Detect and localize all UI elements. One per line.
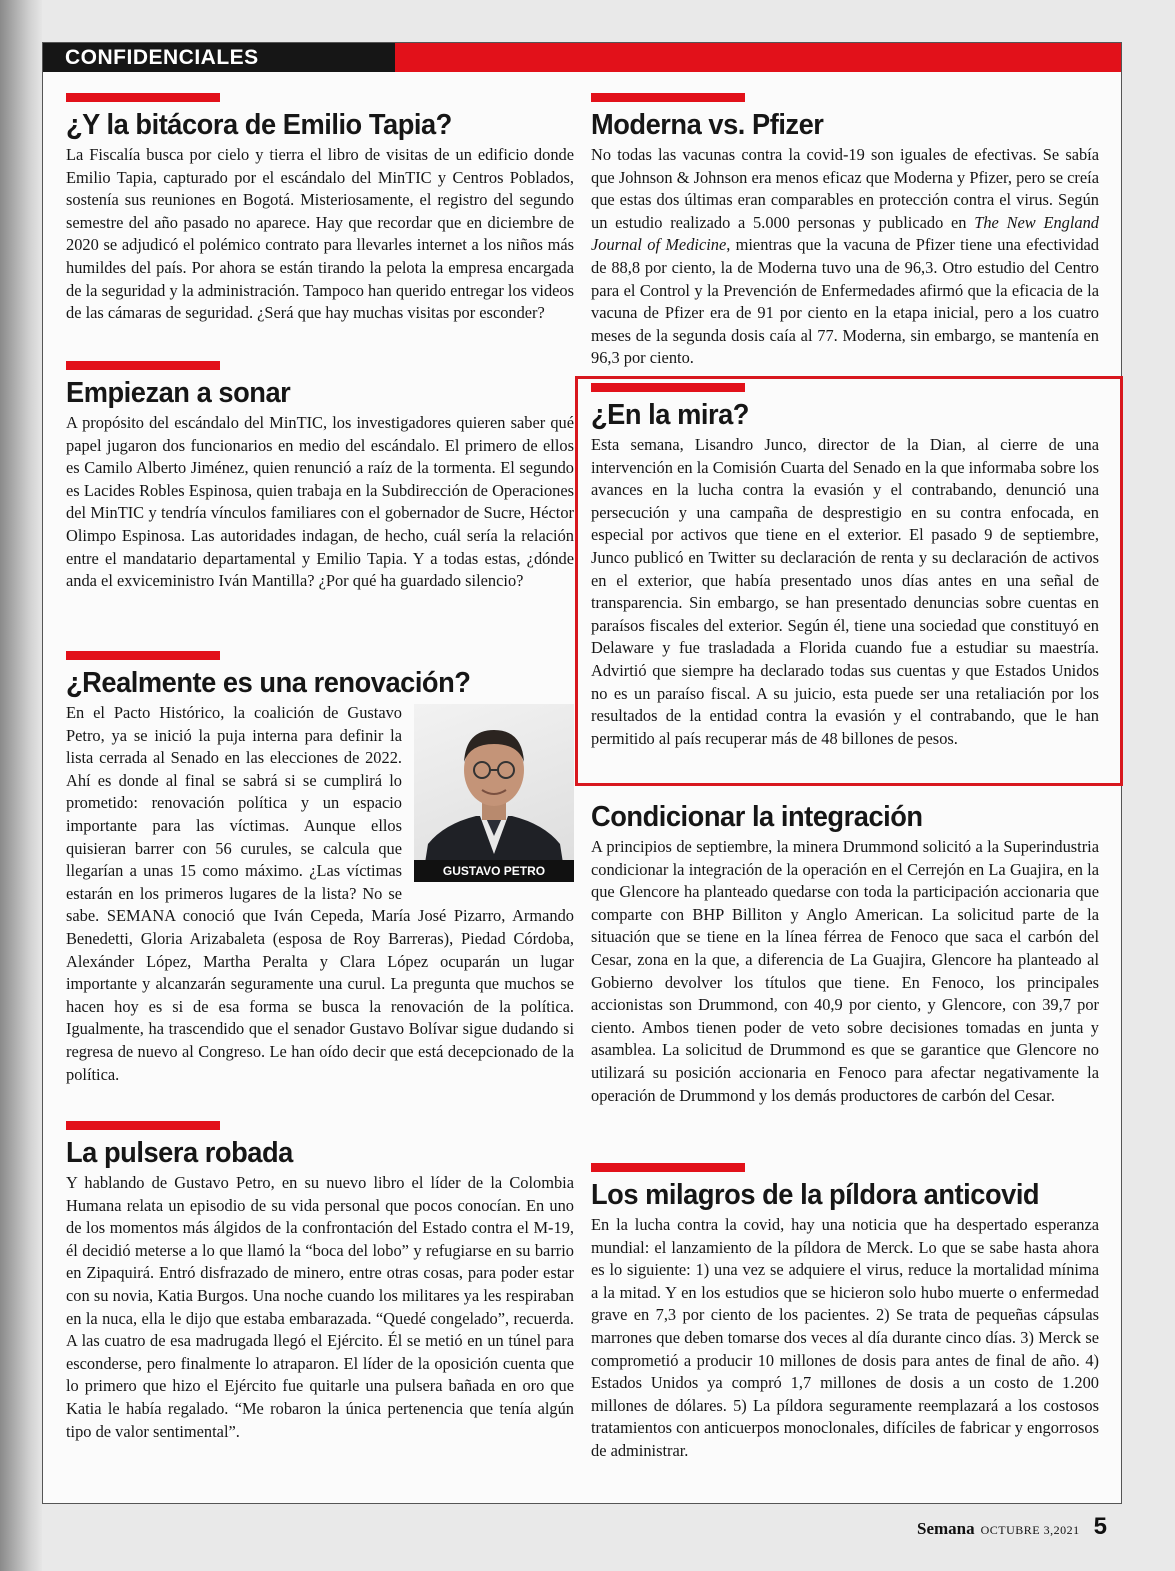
page-number: 5 [1093, 1513, 1107, 1540]
article-title: ¿En la mira? [591, 399, 749, 431]
section-label: CONFIDENCIALES [43, 43, 395, 72]
photo-caption: GUSTAVO PETRO [414, 860, 574, 882]
article-bitacora [66, 93, 574, 325]
red-accent-bar [591, 383, 745, 392]
article-body: A propósito del escándalo del MinTIC, los investigadores quieren saber qué papel jugaron dos funcionarios en medio del escándalo. El primero de ellos es Camilo Alberto Jiménez, quien renunció a raíz de la tormenta. El segundo es Lacides Robles Espinosa, quien trabaja en la Subdirección de Operaciones del MinTIC y tendría vínculos familiares con el gobernador de Sucre, Héctor Olimpo Espinosa. Las autoridades indagan, de hecho, cuál sería la relación entre el mandatario departamental y Emilio Tapia. Y a todas estas, ¿dónde anda el exviceministro Iván Mantilla? ¿Por qué ha guardado silencio? [66, 413, 574, 591]
article-en-la-mira [591, 383, 1099, 750]
article-body: Esta semana, Lisandro Junco, director de la Dian, al cierre de una intervención en la Comisión Cuarta del Senado en la que informaba sobre los avances en la lucha contra la evasión y el contrabando, denunció una persecución y una campaña de desprestigio en su contra enfocada, en especial por activos que tiene en el exterior. El pasado 9 de septiembre, Junco publicó en Twitter su declaración de renta y su declaración de activos en el exterior, que había presentado unos días antes en una señal de transparencia. Sin embargo, se han presentado denuncias sobre cuentas en paraísos fiscales del exterior. Según él, tiene una sociedad que constituyó en Delaware y fue trasladada a Florida cuando fue a estudiar su maestría. Advirtió que siempre ha declarado todas sus cuentas y que Estados Unidos no es un paraíso fiscal. A su juicio, esta puede ser una retaliación por los resultados de la entidad contra la evasión y el contrabando, que le han permitido al país recuperar más de 48 billones de pesos. [591, 435, 1099, 748]
red-accent-bar [66, 651, 220, 660]
article-body: En el Pacto Histórico, la coalición de Gustavo Petro, ya se inició la puja interna para definir la lista cerrada al Senado en las elecciones de 2022. Ahí es donde al final se sabrá si se cumplirá lo prometido: renovación política y un espacio importante para las víctimas. Aunque ellos quisieran barrer con 56 curules, se calcula que llegarían a unas 15 como máximo. ¿Las víctimas estarán en los primeros lugares de la lista? No se sabe. SEMANA conoció que Iván Cepeda, María José Pizarro, Armando Benedetti, Gloria Arizabaleta (esposa de Roy Barreras), Piedad Córdoba, Alexánder López, Martha Peralta y Clara López ocuparán un lugar importante y alcanzarán seguramente una curul. La pregunta que muchos se hacen hoy es si de esa forma se busca la renovación de la política. Igualmente, ha trascendido que el senador Gustavo Bolívar sigue dudando si regresa de nuevo al Congreso. Le han oído decir que está decepcionado de la política. [66, 703, 574, 1084]
red-accent-bar [591, 1163, 745, 1172]
article-body: En la lucha contra la covid, hay una noticia que ha despertado esperanza mundial: el lanzamiento de la píldora de Merck. Lo que se sabe hasta ahora es lo siguiente: 1) una vez se adquiere el virus, reduce la mortalidad mínima a la mitad. Y en los estudios que se hicieron solo hubo muerte o enfermedad grave en 7,3 por ciento de los pacientes. 2) Se trata de pequeñas cápsulas marrones que deben tomarse dos veces al día durante cinco días. 3) Merck se comprometió a producir 10 millones de dosis para antes de final de año. 4) Estados Unidos ya compró 1,7 millones de dosis a un costo de 1.200 millones de dólares. 5) La píldora seguramente reemplazará a los costosos tratamientos con anticuerpos monoclonales, difíciles de fabricar y engorrosos de administrar. [591, 1215, 1099, 1460]
article-title: ¿Realmente es una renovación? [66, 667, 471, 699]
article-body: La Fiscalía busca por cielo y tierra el libro de visitas de un edificio donde Emilio Tapia, capturado por el escándalo del MinTIC y Centros Poblados, sostenía sus reuniones en Bogotá. Misteriosamente, el registro del segundo semestre del año pasado no aparece. Hay que recordar que en diciembre de 2020 se adjudicó el polémico contrato para llevarles internet a los niños más humildes del país. Por ahora se están tirando la pelota la empresa encargada de la seguridad y la administración. Tampoco han querido entregar los videos de las cámaras de seguridad. ¿Será que hay muchas visitas por esconder? [66, 145, 574, 323]
article-moderna-vs-pfizer [591, 93, 1099, 370]
gustavo-petro-photo [414, 704, 574, 882]
article-title: La pulsera robada [66, 1137, 293, 1169]
portrait-illustration [414, 704, 574, 882]
red-accent-bar [66, 361, 220, 370]
article-body: A principios de septiembre, la minera Drummond solicitó a la Superindustria condicionar la integración de la operación en el Cerrejón en La Guajira, en la que Glencore ha planteado quedarse con toda la participación accionaria que comparte con BHP Billiton y Anglo American. La solicitud parte de la situación que se tiene en la línea férrea de Fenoco que saca el carbón del Cesar, zona en la que, a diferencia de La Guajira, Glencore ha planteado al Gobierno devolver los títulos que tiene. En Fenoco, los principales accionistas son Drummond, con 40,9 por ciento, y Glencore, con 39,7 por ciento. Ambos tienen poder de veto sobre decisiones tomadas en junta y asamblea. La solicitud de Drummond es que se garantice que Glencore no utilizará su posición accionaria en Fenoco para afectar negativamente la operación de Drummond y los demás productores de carbón del Cesar. [591, 837, 1099, 1105]
article-body: Y hablando de Gustavo Petro, en su nuevo libro el líder de la Colombia Humana relata un episodio de su vida personal que pocos conocían. En uno de los momentos más álgidos de la confrontación del Estado contra el M-19, él decidió meterse a lo que llamó la “boca del lobo” y refugiarse en su barrio en Zipaquirá. Entró disfrazado de minero, entre otras cosas, para poder estar con su novia, Katia Burgos. Una noche cuando los militares ya les respiraban en la nuca, ella le dijo que estaba embarazada. “Quedé congelado”, recuerda. A las cuatro de esa madrugada llegó el Ejército. Él se metió en un túnel para esconderse, pero finalmente lo atraparon. El líder de la oposición cuenta que lo primero que hizo el Ejército fue quitarle una pulsera bañada en oro que Katia le había regalado. “Me robaron la única pertenencia que tenía algún tipo de valor sentimental”. [66, 1173, 574, 1441]
section-header-band [43, 43, 1121, 72]
journal-name: The New England Journal of Medicine [591, 212, 1099, 255]
article-pulsera-robada [66, 1121, 574, 1443]
issue-date: OCTUBRE 3,2021 [980, 1523, 1080, 1537]
red-accent-bar [66, 1121, 220, 1130]
article-condicionar-integracion [591, 801, 1099, 1107]
article-empiezan-a-sonar [66, 361, 574, 593]
article-title: Los milagros de la píldora anticovid [591, 1179, 1040, 1211]
page-footer [917, 1513, 1107, 1541]
article-title: Moderna vs. Pfizer [591, 109, 824, 141]
magazine-name: Semana [917, 1519, 975, 1538]
article-body: No todas las vacunas contra la covid-19 son iguales de efectivas. Se sabía que Johnson & Johnson era menos eficaz que Moderna y Pfizer, pero se creía que estas dos últimas eran comparables en protección contra el virus. Según un estudio realizado a 5.000 personas y publicado en The New England Journal of Medicine, mientras que la vacuna de Pfizer tiene una efectividad de 88,8 por ciento, la de Moderna tuvo una de 96,3. Otro estudio del Centro para el Control y la Prevención de Enfermedades afirmó que la eficacia de la vacuna de Pfizer era de 91 por ciento en la etapa inicial, pero a los cuatro meses de la segunda dosis caía al 77. Moderna, sin embargo, se mantenía en 96,3 por ciento. [591, 145, 1099, 368]
magazine-page [42, 42, 1122, 1504]
article-title: Condicionar la integración [591, 801, 923, 833]
article-pildora-anticovid [591, 1163, 1099, 1463]
article-title: Empiezan a sonar [66, 377, 291, 409]
page-gutter-shadow [0, 0, 42, 1571]
article-title: ¿Y la bitácora de Emilio Tapia? [66, 109, 452, 141]
red-accent-bar [66, 93, 220, 102]
article-renovacion [66, 651, 574, 1086]
red-accent-bar [591, 93, 745, 102]
